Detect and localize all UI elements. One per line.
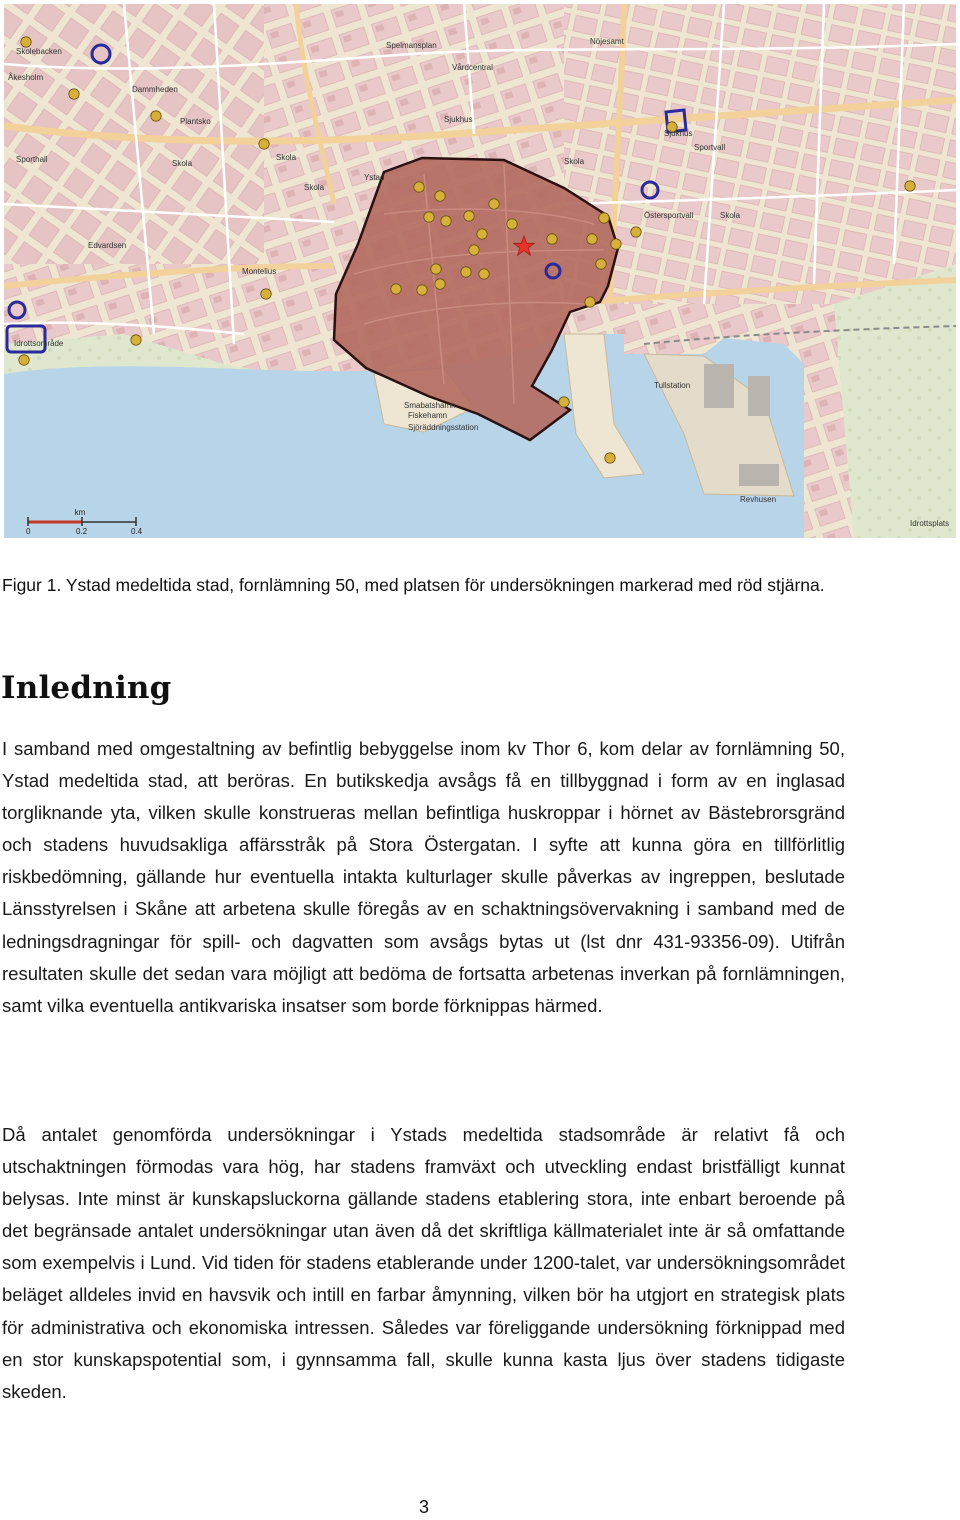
ancient-monument-marker-icon [611,239,621,249]
body-paragraph: I samband med omgestaltning av befintlig bebyggelse inom kv Thor 6, kom delar av fornlämning 50, Ystad medeltida stad, att beröras. En butikskedja avsågs få en tillbyggnad i form av en inglasad torgliknande yta, vilken skulle konstrueras mellan befintliga huskroppar i hörnet av Bästebrorsgränd och stadens huvudsakliga affärsstråk på Stora Östergatan. I syfte att kunna göra en tillförlitlig riskbedömning, gällande hur eventuella intakta kulturlager skulle påverkas av ingreppen, beslutade Länsstyrelsen i Skåne att arbetena skulle föregås av en schaktningsövervakning i samband med de ledningsdragningar för spill- och dagvatten som avsågs bytas ut (lst dnr 431-93356-09). Utifrån resultaten skulle det sedan vara möjligt att bedöma de fortsatta arbetenas inverkan på fornlämningen, samt vilka eventuella antikvariska insatser som borde förknippas härmed. [2,738,845,1016]
map-green-area-east [834,264,956,538]
figure-caption: Figur 1. Ystad medeltida stad, fornlämning 50, med platsen för undersökningen markerad med röd stjärna. [2,575,825,595]
map-warehouse [748,376,770,416]
page-number: 3 [418,1497,429,1517]
ancient-monument-marker-icon [435,279,445,289]
ancient-monument-marker-icon [585,297,595,307]
map-place-label: Sportvall [694,143,726,152]
map-place-label: Spelmansplan [386,41,437,50]
ancient-monument-marker-icon [424,212,434,222]
ancient-monument-marker-icon [507,219,517,229]
map-place-label: Edvardsen [88,241,127,250]
map-place-label: Ystad [364,173,385,182]
map-place-label: Östersportvall [644,211,694,220]
ancient-monument-marker-icon [477,229,487,239]
ancient-monument-marker-icon [469,245,479,255]
map-place-label: Fiskehamn [408,411,448,420]
ancient-monument-marker-icon [441,216,451,226]
map-place-label: Sjukhus [444,115,473,124]
ancient-monument-marker-icon [19,355,29,365]
map-place-label: Plantsko [180,117,211,126]
map-place-label: Skola [720,211,741,220]
map-figure [4,4,956,538]
map-place-label: Idrottsområde [14,339,64,348]
map-place-label: Revhusen [740,495,777,504]
map-place-label: Smabatshamn [404,401,456,410]
ancient-monument-marker-icon [414,182,424,192]
ancient-monument-marker-icon [21,37,31,47]
ancient-monument-marker-icon [547,234,557,244]
map-warehouse [704,364,734,408]
map-place-label: Skola [304,183,325,192]
ancient-monument-marker-icon [261,289,271,299]
ancient-monument-marker-icon [69,89,79,99]
map-place-label: Sjöräddningsstation [408,423,479,432]
ancient-monument-marker-icon [631,227,641,237]
map-place-label: Vårdcentral [452,63,493,72]
map-place-label: Montelius [242,267,277,276]
section-heading: Inledning [1,670,172,706]
ancient-monument-marker-icon [131,335,141,345]
map-place-label: Skolebacken [16,47,62,56]
ancient-monument-marker-icon [464,211,474,221]
map-warehouse [739,464,779,486]
ancient-monument-marker-icon [391,284,401,294]
scale-bar-unit: km [74,508,86,517]
map-place-label: Skola [276,153,297,162]
scale-tick-0: 0 [26,527,31,536]
map-place-label: Skola [564,157,585,166]
ancient-monument-marker-icon [479,269,489,279]
ancient-monument-marker-icon [151,111,161,121]
map-place-label: Sjukhus [664,129,693,138]
ancient-monument-marker-icon [599,213,609,223]
body-paragraph: Då antalet genomförda undersökningar i Ystads medeltida stadsområde är relativt få och utschaktningen förmodas vara hög, har stadens framväxt och utveckling endast bristfälligt kunnat belysas. Inte minst är kunskapsluckorna gällande stadens etablering stora, inte enbart beroende på det begränsade antalet undersökningar utan även då det skriftliga källmaterialet inte är så omfattande som exempelvis i Lund. Vid tiden för stadens etablerande under 1200-talet, var undersökningsområdet beläget alldeles invid en havsvik och intill en farbar åmynning, vilken bör ha utgjort en strategisk plats för administrativa och ekonomiska intressen. Således var föreliggande undersökning förknippad med en stor kunskapspotential som, i gynnsamma fall, skulle kunna kasta ljus över stadens tidigaste skeden. [2,1124,845,1402]
map-place-label: Tullstation [654,381,691,390]
ancient-monument-marker-icon [596,259,606,269]
ancient-monument-marker-icon [461,267,471,277]
map-place-label: Idrottsplats [910,519,950,528]
map-place-label: Nöjesamt [590,37,624,46]
ancient-monument-marker-icon [435,191,445,201]
ancient-monument-marker-icon [559,397,569,407]
ancient-monument-marker-icon [417,285,427,295]
scale-tick-2: 0.4 [131,527,143,536]
ancient-monument-marker-icon [431,264,441,274]
map-canvas [4,4,956,538]
ancient-monument-marker-icon [587,234,597,244]
map-place-label: Åkesholm [8,73,44,82]
map-place-label: Dammheden [132,85,178,94]
ancient-monument-marker-icon [605,453,615,463]
ancient-monument-marker-icon [259,139,269,149]
map-place-label: Sporthall [16,155,48,164]
scale-tick-1: 0.2 [76,527,88,536]
ancient-monument-marker-icon [489,199,499,209]
map-place-label: Skola [172,159,193,168]
ancient-monument-marker-icon [905,181,915,191]
